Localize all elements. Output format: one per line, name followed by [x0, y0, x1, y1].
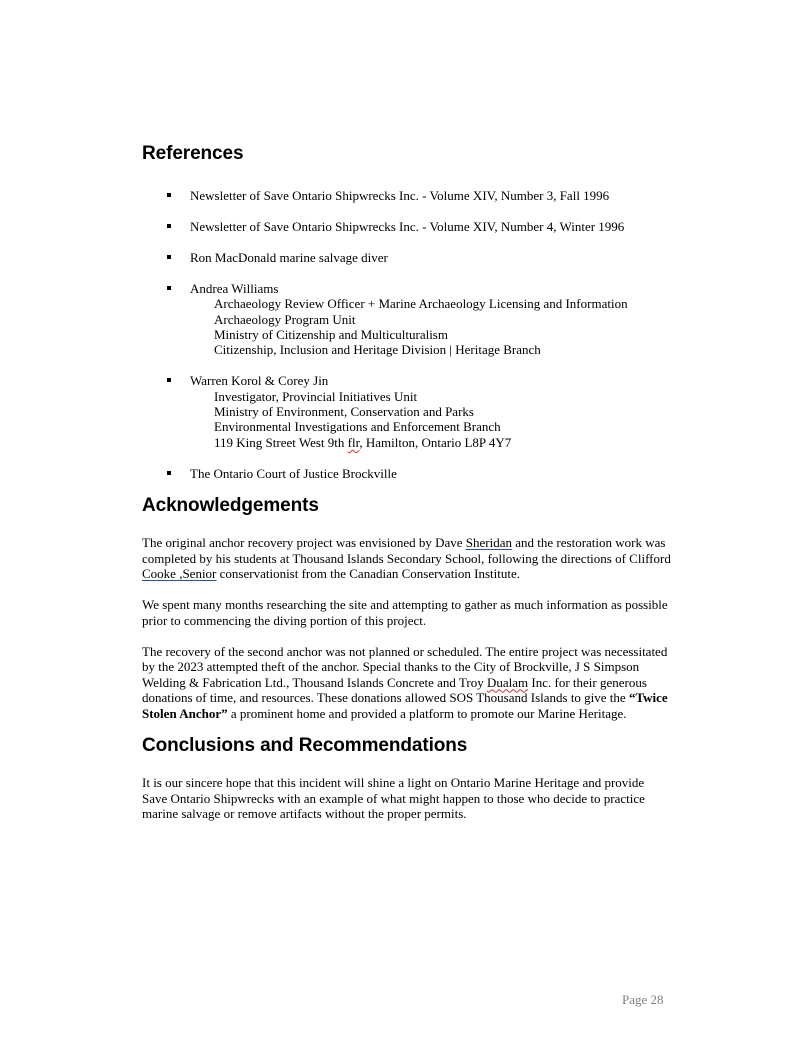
reference-title: Newsletter of Save Ontario Shipwrecks Inc. - Volume XIV, Number 3, Fall 1996: [190, 188, 610, 203]
reference-item: [142, 250, 672, 265]
square-bullet-icon: [167, 224, 171, 228]
address-start: 119 King Street West 9th: [214, 434, 348, 450]
reference-detail: Ministry of Environment, Conservation and Parks: [214, 404, 474, 420]
reference-detail: Citizenship, Inclusion and Heritage Division | Heritage Branch: [214, 342, 541, 358]
reference-item: [142, 373, 672, 450]
reference-detail: Investigator, Provincial Initiatives Unit: [214, 388, 418, 404]
text-run: conservationist from the Canadian Conservation Institute.: [216, 566, 521, 582]
grammar-flagged-name[interactable]: Sheridan: [465, 535, 513, 551]
grammar-flagged-name[interactable]: Cooke ,Senior: [142, 566, 217, 582]
reference-item: [142, 188, 672, 203]
acknowledgements-paragraph-3: [142, 644, 672, 722]
reference-detail: Archaeology Review Officer + Marine Archaeology Licensing and Information: [214, 296, 628, 312]
spelling-flagged-word[interactable]: Dualam: [486, 674, 529, 690]
reference-title: Newsletter of Save Ontario Shipwrecks Inc. - Volume XIV, Number 4, Winter 1996: [190, 218, 625, 234]
square-bullet-icon: [167, 471, 171, 475]
acknowledgements-paragraph-2: We spent many months researching the site and attempting to gather as much information as possible prior to commencing the diving portion of this project.: [142, 597, 668, 628]
references-list: [142, 188, 672, 481]
address-end: , Hamilton, Ontario L8P 4Y7: [359, 434, 512, 450]
text-run: Inc. for their generous donations of time, and resources. These donations allowed SOS Thousand Islands to give the: [142, 674, 647, 706]
square-bullet-icon: [167, 255, 171, 259]
page-number: Page 28: [622, 992, 664, 1007]
bold-anchor-title: “Twice Stolen Anchor”: [142, 690, 668, 721]
text-run: The original anchor recovery project was envisioned by Dave: [142, 535, 466, 551]
acknowledgements-heading: Acknowledgements: [142, 495, 319, 517]
conclusions-heading: Conclusions and Recommendations: [142, 735, 468, 757]
reference-detail: Environmental Investigations and Enforcement Branch: [214, 419, 501, 435]
reference-title: Andrea Williams: [190, 280, 279, 296]
acknowledgements-paragraph-1: [142, 535, 672, 582]
references-heading: References: [142, 143, 244, 164]
reference-detail: Archaeology Program Unit: [214, 311, 356, 327]
reference-item: [142, 466, 672, 481]
page-content: [142, 142, 672, 822]
text-run: and the restoration work was completed by his students at Thousand Islands Secondary School, following the directions of Clifford: [142, 535, 671, 566]
reference-title: Ron MacDonald marine salvage diver: [190, 249, 388, 265]
square-bullet-icon: [167, 286, 171, 290]
reference-title: Warren Korol & Corey Jin: [190, 373, 329, 389]
conclusions-paragraph: It is our sincere hope that this incident will shine a light on Ontario Marine Heritage and provide Save Ontario Shipwrecks with an example of what might happen to those who decide to practice marine salvage or remove artifacts without the proper permits.: [142, 775, 645, 822]
text-run: The recovery of the second anchor was not planned or scheduled. The entire project was necessitated by the 2023 attempted theft of the anchor. Special thanks to the City of Brockville, J S Simpson Welding & Fabrication Ltd., Thousand Islands Concrete and Troy: [142, 643, 668, 690]
reference-title: The Ontario Court of Justice Brockville: [190, 465, 397, 481]
text-run: a prominent home and provided a platform to promote our Marine Heritage.: [227, 705, 627, 721]
reference-detail: Ministry of Citizenship and Multiculturalism: [214, 326, 448, 342]
reference-item: [142, 219, 672, 234]
square-bullet-icon: [167, 378, 171, 382]
reference-item: [142, 281, 672, 358]
spelling-flagged-word[interactable]: flr: [347, 434, 360, 450]
square-bullet-icon: [167, 193, 171, 197]
reference-address: [190, 435, 672, 450]
